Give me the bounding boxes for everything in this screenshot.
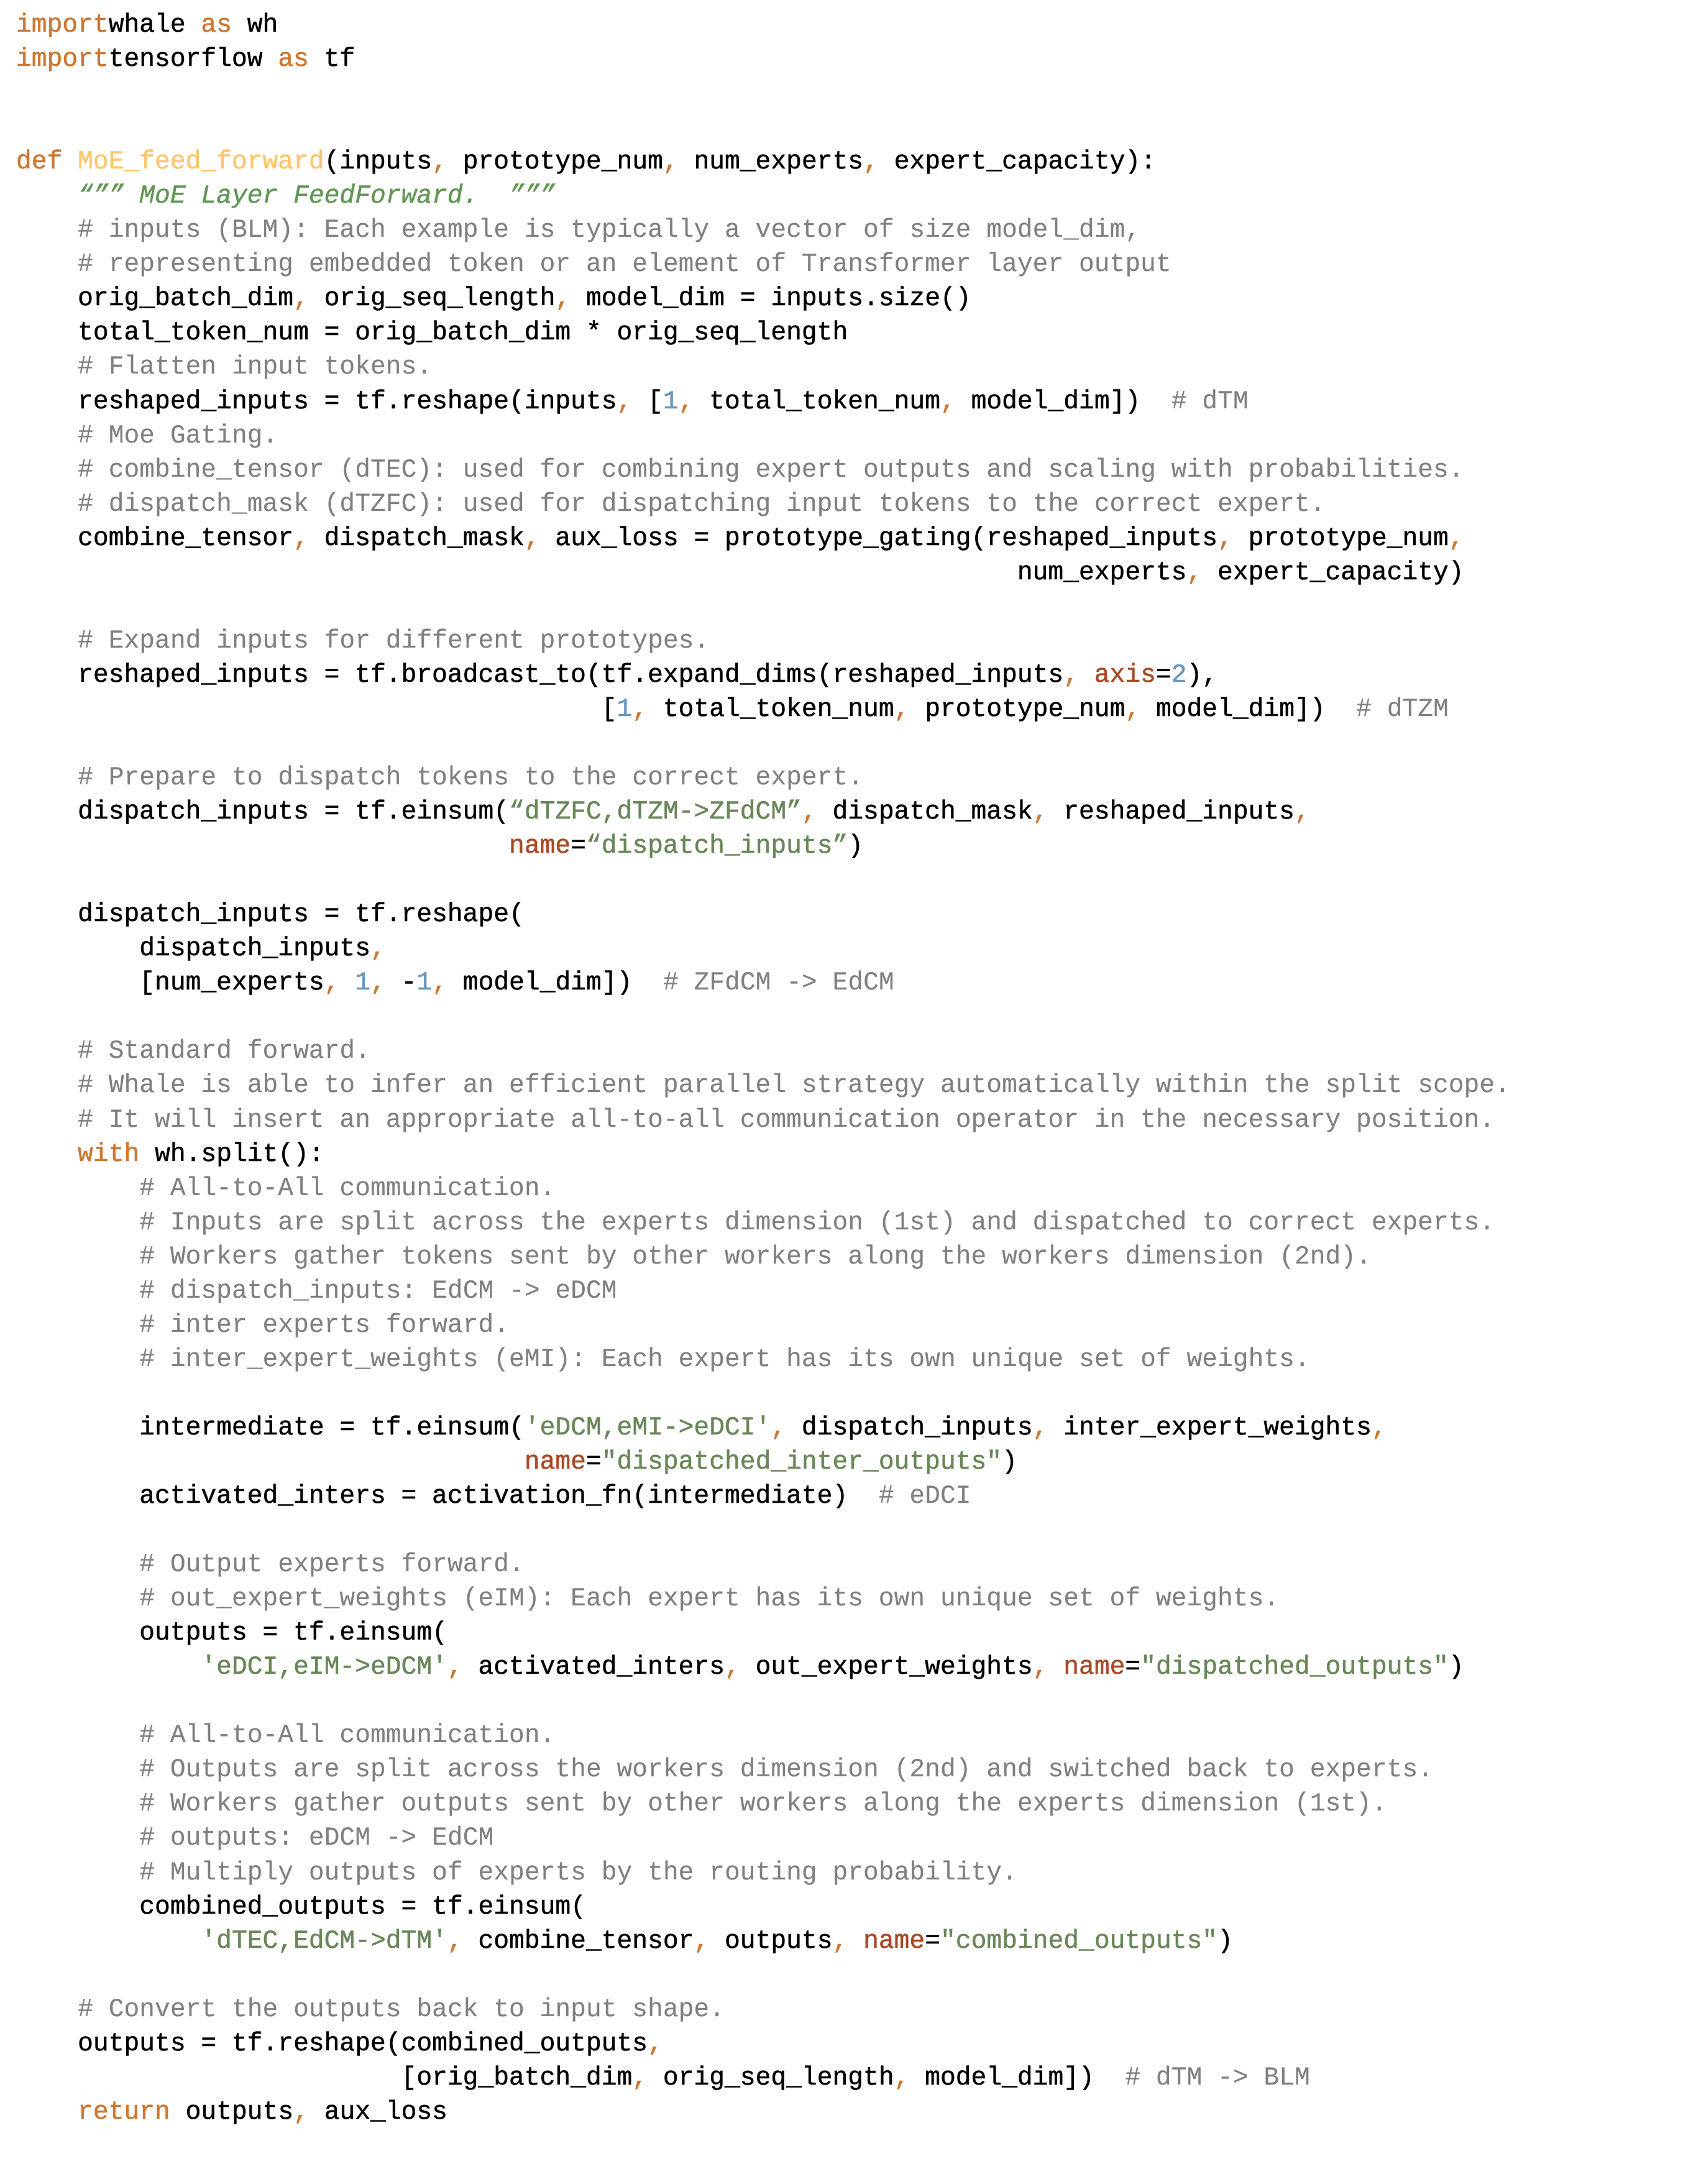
code-token: = bbox=[1125, 1653, 1141, 1682]
string-token: 'eDCM,eMI->eDCI' bbox=[524, 1413, 771, 1443]
comment-token: # All-to-All communication. bbox=[139, 1722, 556, 1751]
punctuation-token: , bbox=[370, 935, 386, 964]
code-token: dispatch_inputs = tf.reshape( bbox=[16, 901, 525, 930]
code-token: wh bbox=[247, 11, 278, 40]
code-token: reshaped_inputs = tf.broadcast_to(tf.expand_dims(reshaped_inputs bbox=[16, 661, 1064, 690]
punctuation-token: , bbox=[894, 2063, 925, 2093]
comment-token: # All-to-All communication. bbox=[139, 1174, 556, 1203]
keyword-token: as bbox=[185, 11, 247, 40]
code-token: model_dim]) bbox=[925, 2063, 1126, 2093]
code-line bbox=[16, 1377, 1510, 1411]
code-token bbox=[16, 1824, 139, 1853]
code-line bbox=[16, 864, 1510, 898]
code-token bbox=[16, 1140, 78, 1169]
punctuation-token: , bbox=[293, 2098, 324, 2127]
code-line bbox=[16, 1104, 1510, 1138]
punctuation-token: , bbox=[725, 1653, 756, 1682]
code-line bbox=[16, 248, 1510, 282]
keyword-argument-token: name bbox=[1063, 1653, 1126, 1682]
code-token: intermediate = tf.einsum( bbox=[16, 1413, 525, 1443]
code-token bbox=[16, 456, 78, 485]
punctuation-token: , bbox=[801, 798, 833, 827]
comment-token: # Outputs are split across the workers dimension (2nd) and switched back to experts. bbox=[139, 1756, 1433, 1785]
comment-token: # inter experts forward. bbox=[139, 1311, 510, 1340]
punctuation-token: , bbox=[447, 1653, 479, 1682]
punctuation-token: , bbox=[370, 969, 401, 998]
code-token: combine_tensor bbox=[16, 524, 294, 553]
punctuation-token: , bbox=[663, 148, 694, 177]
code-token: activated_inters = activation_fn(intermediate) bbox=[16, 1482, 879, 1512]
comment-token: # Moe Gating. bbox=[78, 421, 278, 451]
code-line bbox=[16, 1925, 1510, 1959]
code-token bbox=[16, 216, 78, 245]
code-token bbox=[16, 1277, 139, 1306]
code-token: whale bbox=[108, 11, 186, 40]
code-token: num_experts bbox=[16, 558, 1187, 587]
comment-token: # dTM bbox=[1171, 387, 1249, 416]
code-line bbox=[16, 385, 1510, 420]
code-token bbox=[16, 1722, 139, 1750]
punctuation-token: , bbox=[555, 285, 586, 314]
code-token: [ bbox=[16, 695, 617, 724]
code-line bbox=[16, 145, 1510, 180]
code-token bbox=[16, 832, 509, 861]
code-token: total_token_num bbox=[709, 387, 940, 416]
comment-token: # inputs (BLM): Each example is typically a vector of size model_dim, bbox=[78, 216, 1141, 245]
punctuation-token: , bbox=[1032, 1413, 1064, 1443]
code-line bbox=[16, 214, 1510, 248]
code-token bbox=[16, 1071, 78, 1100]
code-line bbox=[16, 2027, 1510, 2062]
code-line bbox=[16, 2062, 1510, 2096]
comment-token: # dispatch_mask (dTZFC): used for dispatching input tokens to the correct expert. bbox=[78, 490, 1326, 519]
code-token: outputs bbox=[725, 1927, 833, 1956]
code-line bbox=[16, 282, 1510, 316]
keyword-argument-token: axis bbox=[1094, 661, 1156, 690]
code-token: model_dim = inputs.size() bbox=[585, 285, 971, 314]
punctuation-token: , bbox=[324, 969, 355, 998]
keyword-token: as bbox=[262, 45, 324, 75]
code-line bbox=[16, 1480, 1510, 1514]
comment-token: # Workers gather outputs sent by other workers along the experts dimension (1st). bbox=[139, 1790, 1387, 1819]
code-line bbox=[16, 1138, 1510, 1172]
punctuation-token: , bbox=[894, 695, 925, 724]
code-block bbox=[16, 9, 1510, 2130]
string-token: “dispatch_inputs” bbox=[585, 832, 848, 861]
code-token bbox=[16, 353, 78, 382]
code-token bbox=[16, 1756, 139, 1784]
keyword-token: import bbox=[16, 11, 109, 40]
code-token: inter_expert_weights bbox=[1063, 1413, 1372, 1443]
code-token: outputs = tf.reshape(combined_outputs bbox=[16, 2029, 648, 2058]
comment-token: # Output experts forward. bbox=[139, 1551, 525, 1580]
code-line bbox=[16, 351, 1510, 385]
keyword-token: import bbox=[16, 45, 109, 75]
number-token: 1 bbox=[663, 387, 679, 416]
punctuation-token: , bbox=[648, 2029, 663, 2058]
keyword-argument-token: name bbox=[509, 832, 571, 861]
punctuation-token: , bbox=[678, 387, 710, 416]
code-line bbox=[16, 830, 1510, 864]
code-token bbox=[16, 1585, 139, 1613]
punctuation-token: , bbox=[940, 387, 971, 416]
comment-token: # Prepare to dispatch tokens to the correct expert. bbox=[78, 764, 864, 793]
code-line bbox=[16, 9, 1510, 43]
code-line bbox=[16, 77, 1510, 111]
code-line bbox=[16, 1651, 1510, 1685]
code-line bbox=[16, 454, 1510, 488]
string-token: “dTZFC,dTZM->ZFdCM” bbox=[509, 798, 802, 827]
comment-token: # ZFdCM -> EdCM bbox=[663, 969, 894, 998]
function-name-token: MoE_feed_forward bbox=[78, 148, 324, 177]
code-token bbox=[16, 1243, 139, 1272]
code-token bbox=[16, 1551, 139, 1579]
code-token: [orig_batch_dim bbox=[16, 2063, 633, 2093]
code-token bbox=[16, 1346, 139, 1374]
code-line bbox=[16, 420, 1510, 454]
code-line bbox=[16, 1343, 1510, 1377]
code-token: - bbox=[401, 969, 417, 998]
punctuation-token: , bbox=[617, 387, 648, 416]
code-token: dispatch_inputs bbox=[16, 935, 370, 964]
punctuation-token: , bbox=[1294, 798, 1310, 827]
code-token: outputs = tf.einsum( bbox=[16, 1619, 447, 1648]
code-line bbox=[16, 1275, 1510, 1309]
code-token: [num_experts bbox=[16, 969, 324, 998]
code-token: prototype_num bbox=[1248, 524, 1449, 553]
punctuation-token: , bbox=[432, 148, 463, 177]
code-token: = bbox=[1155, 661, 1171, 690]
code-token: tf bbox=[324, 45, 355, 75]
keyword-token: def bbox=[16, 148, 78, 177]
comment-token: # Standard forward. bbox=[78, 1037, 371, 1067]
code-token: num_experts bbox=[694, 148, 864, 177]
code-token: reshaped_inputs bbox=[1063, 798, 1295, 827]
code-line bbox=[16, 43, 1510, 77]
comment-token: # dispatch_inputs: EdCM -> eDCM bbox=[139, 1277, 617, 1306]
code-line bbox=[16, 1241, 1510, 1275]
code-line bbox=[16, 590, 1510, 625]
punctuation-token: , bbox=[1371, 1413, 1387, 1443]
comment-token: # representing embedded token or an element of Transformer layer output bbox=[78, 250, 1171, 280]
code-token: out_expert_weights bbox=[755, 1653, 1033, 1682]
code-token bbox=[16, 627, 78, 656]
code-line bbox=[16, 966, 1510, 1001]
keyword-token: with bbox=[78, 1140, 155, 1169]
code-token: tensorflow bbox=[108, 45, 263, 75]
code-token bbox=[16, 1859, 139, 1888]
code-line bbox=[16, 1309, 1510, 1343]
code-token bbox=[16, 1037, 78, 1066]
code-token: ) bbox=[1217, 1927, 1233, 1956]
code-line bbox=[16, 1069, 1510, 1103]
code-line bbox=[16, 932, 1510, 966]
comment-token: # combine_tensor (dTEC): used for combining expert outputs and scaling with probabilities. bbox=[78, 456, 1464, 485]
code-line bbox=[16, 1993, 1510, 2027]
code-token: expert_capacity): bbox=[894, 148, 1156, 177]
punctuation-token: , bbox=[632, 2063, 663, 2093]
comment-token: # dTM -> BLM bbox=[1125, 2063, 1310, 2093]
code-line bbox=[16, 316, 1510, 351]
code-token bbox=[16, 764, 78, 792]
code-token: wh.split(): bbox=[155, 1140, 324, 1169]
code-token: reshaped_inputs = tf.reshape(inputs bbox=[16, 387, 617, 416]
string-token: 'dTEC,EdCM->dTM' bbox=[201, 1927, 447, 1956]
code-line bbox=[16, 761, 1510, 796]
comment-token: # inter_expert_weights (eMI): Each expert has its own unique set of weights. bbox=[139, 1345, 1310, 1374]
code-token: = bbox=[571, 832, 586, 861]
punctuation-token: , bbox=[1217, 524, 1249, 553]
comment-token: # outputs: eDCM -> EdCM bbox=[139, 1824, 494, 1853]
code-token: ) bbox=[848, 832, 864, 861]
comment-token: # It will insert an appropriate all-to-all communication operator in the necessary position. bbox=[78, 1106, 1495, 1135]
comment-token: # Flatten input tokens. bbox=[78, 353, 433, 382]
code-token bbox=[16, 1927, 201, 1956]
comment-token: # Convert the outputs back to input shape. bbox=[78, 1995, 725, 2024]
number-token: 1 bbox=[355, 969, 371, 998]
comment-token: # Inputs are split across the experts dimension (1st) and dispatched to correct experts. bbox=[139, 1208, 1495, 1237]
code-line bbox=[16, 1856, 1510, 1891]
code-token: expert_capacity) bbox=[1217, 558, 1464, 587]
code-line bbox=[16, 1617, 1510, 1651]
code-token bbox=[16, 1106, 78, 1135]
punctuation-token: , bbox=[1125, 695, 1156, 724]
code-line bbox=[16, 659, 1510, 693]
code-token bbox=[16, 1790, 139, 1819]
code-token: ) bbox=[1448, 1653, 1464, 1682]
number-token: 1 bbox=[617, 695, 633, 724]
code-line bbox=[16, 1446, 1510, 1480]
punctuation-token: , bbox=[694, 1927, 725, 1956]
code-line bbox=[16, 693, 1510, 727]
code-token: = bbox=[925, 1927, 941, 1956]
comment-token: # dTZM bbox=[1356, 695, 1449, 724]
code-line bbox=[16, 1172, 1510, 1206]
code-line bbox=[16, 2096, 1510, 2130]
code-token: orig_batch_dim bbox=[16, 285, 294, 314]
code-token: prototype_num bbox=[462, 148, 663, 177]
code-token: ) bbox=[1002, 1448, 1017, 1477]
number-token: 2 bbox=[1171, 661, 1187, 690]
code-line bbox=[16, 1822, 1510, 1856]
code-line bbox=[16, 625, 1510, 659]
code-line bbox=[16, 522, 1510, 556]
code-line bbox=[16, 727, 1510, 761]
punctuation-token: , bbox=[432, 969, 463, 998]
code-token: dispatch_inputs = tf.einsum( bbox=[16, 798, 510, 827]
code-token: = bbox=[585, 1448, 602, 1477]
string-token: "dispatched_outputs" bbox=[1140, 1653, 1449, 1682]
code-token: combine_tensor bbox=[478, 1927, 694, 1956]
comment-token: # Workers gather tokens sent by other workers along the workers dimension (2nd). bbox=[139, 1242, 1372, 1272]
code-line bbox=[16, 1001, 1510, 1035]
code-token bbox=[16, 490, 78, 519]
string-token: "dispatched_inter_outputs" bbox=[601, 1448, 1002, 1477]
punctuation-token: , bbox=[447, 1927, 479, 1956]
code-token: total_token_num bbox=[663, 695, 894, 724]
code-line bbox=[16, 1787, 1510, 1822]
code-token: (inputs bbox=[324, 148, 433, 177]
code-line bbox=[16, 898, 1510, 932]
code-line bbox=[16, 1411, 1510, 1446]
punctuation-token: , bbox=[293, 524, 324, 553]
string-token: "combined_outputs" bbox=[940, 1927, 1218, 1956]
punctuation-token: , bbox=[771, 1413, 802, 1443]
punctuation-token: , bbox=[863, 148, 894, 177]
code-line bbox=[16, 1719, 1510, 1753]
code-line bbox=[16, 180, 1510, 214]
code-line bbox=[16, 1582, 1510, 1617]
comment-token: # eDCI bbox=[878, 1482, 971, 1512]
code-line bbox=[16, 1548, 1510, 1582]
code-token: model_dim]) bbox=[1155, 695, 1357, 724]
code-line bbox=[16, 1035, 1510, 1069]
keyword-token: return bbox=[78, 2098, 186, 2127]
punctuation-token: , bbox=[1032, 798, 1064, 827]
punctuation-token: , bbox=[293, 285, 324, 314]
code-line bbox=[16, 1891, 1510, 1925]
comment-token: # Expand inputs for different prototypes. bbox=[78, 626, 710, 656]
code-token: aux_loss = prototype_gating(reshaped_inputs bbox=[555, 524, 1218, 553]
code-token bbox=[16, 250, 78, 279]
punctuation-token: , bbox=[1448, 524, 1464, 553]
code-token: dispatch_inputs bbox=[801, 1413, 1033, 1443]
punctuation-token: , bbox=[1186, 558, 1218, 587]
punctuation-token: , bbox=[1032, 1653, 1064, 1682]
code-token: ), bbox=[1186, 661, 1218, 690]
code-line bbox=[16, 111, 1510, 145]
code-token bbox=[16, 422, 78, 451]
code-line bbox=[16, 488, 1510, 522]
code-token: activated_inters bbox=[478, 1653, 725, 1682]
code-line bbox=[16, 1514, 1510, 1548]
code-token bbox=[16, 182, 78, 211]
string-token: 'eDCI,eIM->eDCM' bbox=[201, 1653, 447, 1682]
code-token bbox=[16, 2098, 78, 2127]
comment-token: # out_expert_weights (eIM): Each expert has its own unique set of weights. bbox=[139, 1585, 1280, 1614]
code-token: orig_seq_length bbox=[324, 285, 556, 314]
code-token: orig_seq_length bbox=[663, 2063, 894, 2093]
punctuation-token: , bbox=[524, 524, 556, 553]
code-token: prototype_num bbox=[925, 695, 1126, 724]
code-token: [ bbox=[648, 387, 663, 416]
punctuation-token: , bbox=[632, 695, 663, 724]
code-line bbox=[16, 1685, 1510, 1719]
code-token bbox=[16, 1209, 139, 1237]
punctuation-token: , bbox=[832, 1927, 864, 1956]
code-token bbox=[16, 1175, 139, 1203]
code-token bbox=[16, 1448, 525, 1477]
code-token bbox=[16, 1996, 78, 2024]
code-token: total_token_num = orig_batch_dim * orig_seq_length bbox=[16, 319, 848, 348]
comment-token: # Whale is able to infer an efficient parallel strategy automatically within the split scope. bbox=[78, 1071, 1510, 1101]
code-token: model_dim]) bbox=[971, 387, 1171, 416]
code-token: combined_outputs = tf.einsum( bbox=[16, 1893, 586, 1922]
code-token: outputs bbox=[185, 2098, 294, 2127]
code-token bbox=[16, 1311, 139, 1340]
comment-token: # Multiply outputs of experts by the routing probability. bbox=[139, 1858, 1017, 1888]
code-token: model_dim]) bbox=[462, 969, 663, 998]
code-token bbox=[16, 1653, 201, 1682]
code-token: dispatch_mask bbox=[832, 798, 1033, 827]
code-line bbox=[16, 1206, 1510, 1241]
keyword-argument-token: name bbox=[863, 1927, 925, 1956]
code-line bbox=[16, 1959, 1510, 1993]
code-line bbox=[16, 1753, 1510, 1787]
code-token: aux_loss bbox=[324, 2098, 447, 2127]
code-token: dispatch_mask bbox=[324, 524, 525, 553]
code-line bbox=[16, 556, 1510, 590]
number-token: 1 bbox=[416, 969, 433, 998]
code-line bbox=[16, 796, 1510, 830]
keyword-argument-token: name bbox=[524, 1448, 586, 1477]
punctuation-token: , bbox=[1063, 661, 1094, 690]
docstring-token: “”” MoE Layer FeedForward. ””” bbox=[78, 182, 556, 211]
